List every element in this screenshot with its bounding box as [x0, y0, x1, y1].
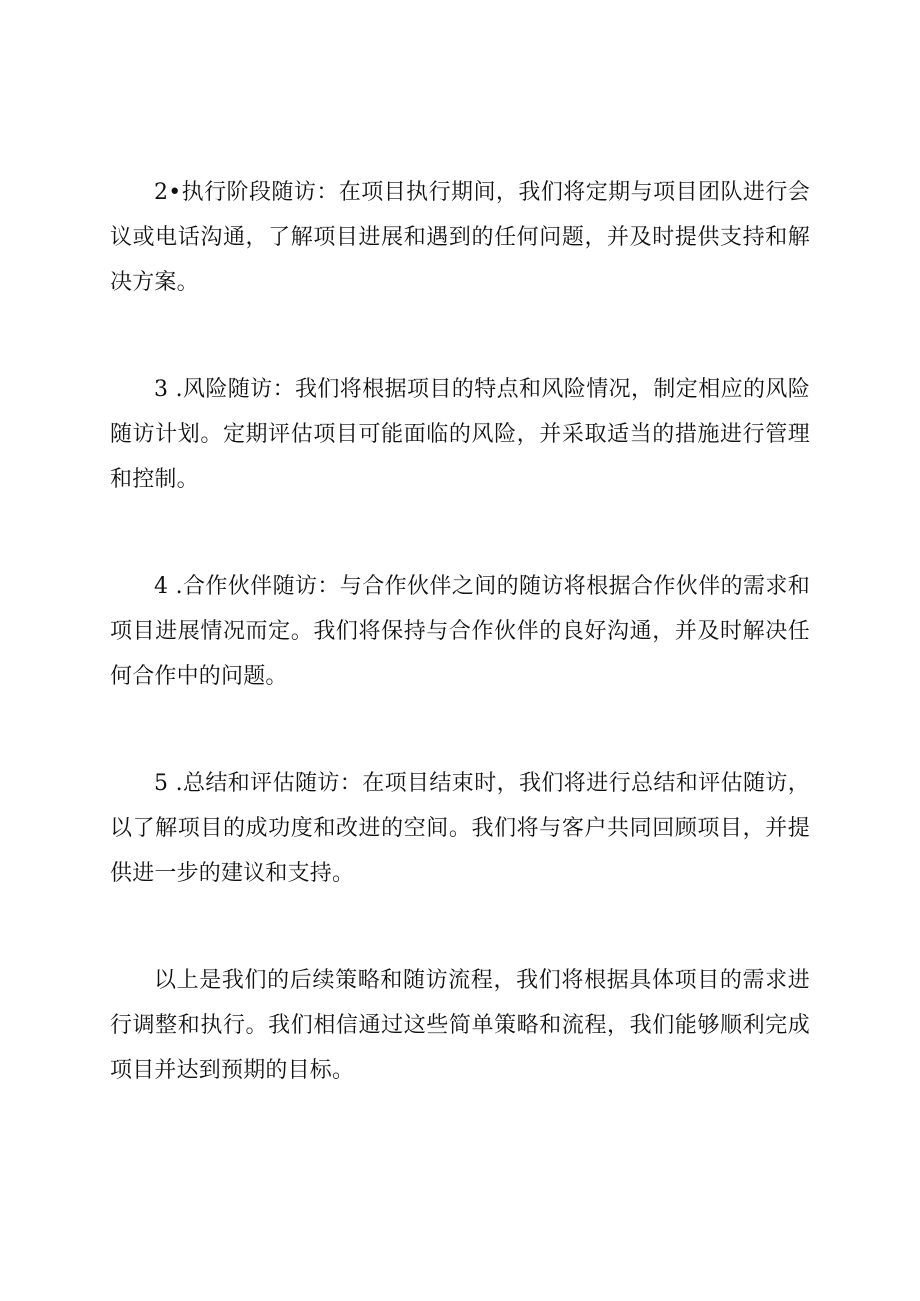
paragraph-partner-followup: 4 .合作伙伴随访：与合作伙伴之间的随访将根据合作伙伴的需求和项目进展情况而定。我们将保持与合作伙伴的良好沟通，并及时解决任何合作中的问题。 — [110, 574, 810, 689]
document-body — [110, 170, 810, 1155]
paragraph-conclusion: 以上是我们的后续策略和随访流程，我们将根据具体项目的需求进行调整和执行。我们相信通过这些简单策略和流程，我们能够顺利完成项目并达到预期的目标。 — [110, 968, 810, 1083]
paragraph-summary-followup: 5 .总结和评估随访：在项目结束时，我们将进行总结和评估随访，以了解项目的成功度和改进的空间。我们将与客户共同回顾项目，并提供进一步的建议和支持。 — [110, 771, 810, 886]
paragraph-risk-followup: 3 .风险随访：我们将根据项目的特点和风险情况，制定相应的风险随访计划。定期评估项目可能面临的风险，并采取适当的措施进行管理和控制。 — [110, 377, 810, 492]
paragraph-execution-followup: 2•执行阶段随访：在项目执行期间，我们将定期与项目团队进行会议或电话沟通，了解项目进展和遇到的任何问题，并及时提供支持和解决方案。 — [110, 180, 810, 295]
